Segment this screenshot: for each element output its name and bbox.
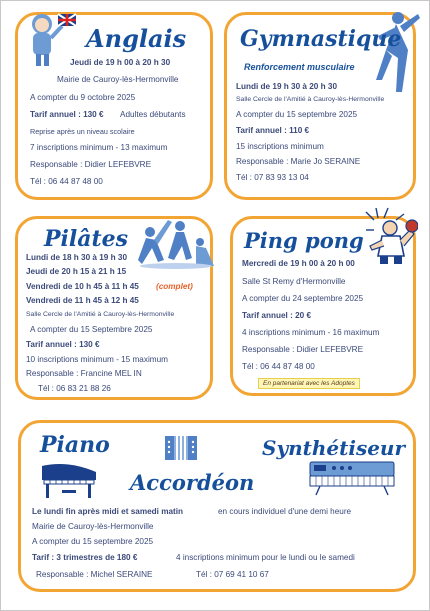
piano-icon <box>38 458 100 505</box>
pingpong-schedule: Mercredi de 19 h 00 à 20 h 00 <box>242 259 355 268</box>
pilates-phone: Tél : 06 83 21 88 26 <box>38 384 111 393</box>
pingpong-partner-badge: En partenariat avec les Adoptes <box>258 378 360 389</box>
music-format: en cours individuel d'une demi heure <box>218 507 352 516</box>
pilates-full-tag: (complet) <box>156 282 193 291</box>
music-phone: Tél : 07 69 41 10 67 <box>196 570 269 579</box>
pilates-schedule-friday-1: Vendredi de 10 h 45 à 11 h 45 <box>26 282 139 291</box>
pilates-start-date: A compter du 15 Septembre 2025 <box>30 325 153 334</box>
pingpong-price: Tarif annuel : 20 € <box>242 311 312 320</box>
pingpong-location: Salle St Remy d'Hermonville <box>242 277 346 286</box>
anglais-contact: Responsable : Didier LEFEBVRE <box>30 160 152 169</box>
pilates-capacity: 10 inscriptions minimum - 15 maximum <box>26 355 168 364</box>
pilates-schedule-friday-2: Vendredi de 11 h 45 à 12 h 45 <box>26 296 139 305</box>
pilates-location: Salle Cercle de l'Amitié à Cauroy-lès-Hermonville <box>26 311 175 318</box>
gym-start-date: A compter du 15 septembre 2025 <box>236 110 358 119</box>
accordion-icon <box>163 430 199 471</box>
pilates-price: Tarif annuel : 130 € <box>26 340 100 349</box>
pingpong-phone: Tél : 06 44 87 48 00 <box>242 362 315 371</box>
pingpong-contact: Responsable : Didier LEFEBVRE <box>242 345 364 354</box>
gym-title: Gymnastique <box>240 26 402 52</box>
synthesizer-icon <box>306 458 398 501</box>
pilates-contact: Responsable : Francine MEL IN <box>26 369 142 378</box>
music-contact: Responsable : Michel SERAINE <box>36 570 153 579</box>
music-price: Tarif : 3 trimestres de 180 € <box>32 553 138 562</box>
pilates-figures-icon <box>136 212 216 275</box>
pingpong-capacity: 4 inscriptions minimum - 16 maximum <box>242 328 380 337</box>
pilates-schedule-monday: Lundi de 18 h 30 à 19 h 30 <box>26 253 128 262</box>
accordeon-title: Accordéon <box>130 470 255 495</box>
pingpong-start-date: A compter du 24 septembre 2025 <box>242 294 364 303</box>
anglais-level: Adultes débutants <box>120 110 186 119</box>
music-start-date: A compter du 15 septembre 2025 <box>32 537 154 546</box>
anglais-phone: Tél : 06 44 87 48 00 <box>30 177 103 186</box>
anglais-schedule: Jeudi de 19 h 00 à 20 h 30 <box>70 58 171 67</box>
gymnast-icon <box>372 10 422 101</box>
music-capacity: 4 inscriptions minimum pour le lundi ou le samedi <box>176 553 355 562</box>
synth-title: Synthétiseur <box>262 436 406 460</box>
anglais-location: Mairie de Cauroy-lès-Hermonville <box>57 75 179 84</box>
gym-phone: Tél : 07 83 93 13 04 <box>236 173 309 182</box>
piano-title: Piano <box>40 432 110 458</box>
anglais-capacity: 7 inscriptions minimum - 13 maximum <box>30 143 168 152</box>
ping-pong-player-icon <box>362 206 418 271</box>
gym-schedule: Lundi de 19 h 30 à 20 h 30 <box>236 82 338 91</box>
pingpong-title: Ping pong <box>244 228 364 253</box>
gym-subtitle: Renforcement musculaire <box>244 62 355 72</box>
pilates-schedule-thursday: Jeudi de 20 h 15 à 21 h 15 <box>26 267 127 276</box>
anglais-resume: Reprise après un niveau scolaire <box>30 127 135 136</box>
pilates-title: Pilâtes <box>44 226 129 252</box>
gym-capacity: 15 inscriptions minimum <box>236 142 324 151</box>
anglais-price: Tarif annuel : 130 € <box>30 110 104 119</box>
gym-price: Tarif annuel : 110 € <box>236 126 310 135</box>
music-schedule: Le lundi fin après midi et samedi matin <box>32 507 184 516</box>
anglais-title: Anglais <box>86 24 187 53</box>
gym-contact: Responsable : Marie Jo SERAINE <box>236 157 361 166</box>
music-location: Mairie de Cauroy-lès-Hermonville <box>32 522 154 531</box>
anglais-start-date: A compter du 9 octobre 2025 <box>30 93 136 102</box>
gym-location: Salle Cercle de l'Amitié à Cauroy-lès-Hermonville <box>236 96 385 103</box>
